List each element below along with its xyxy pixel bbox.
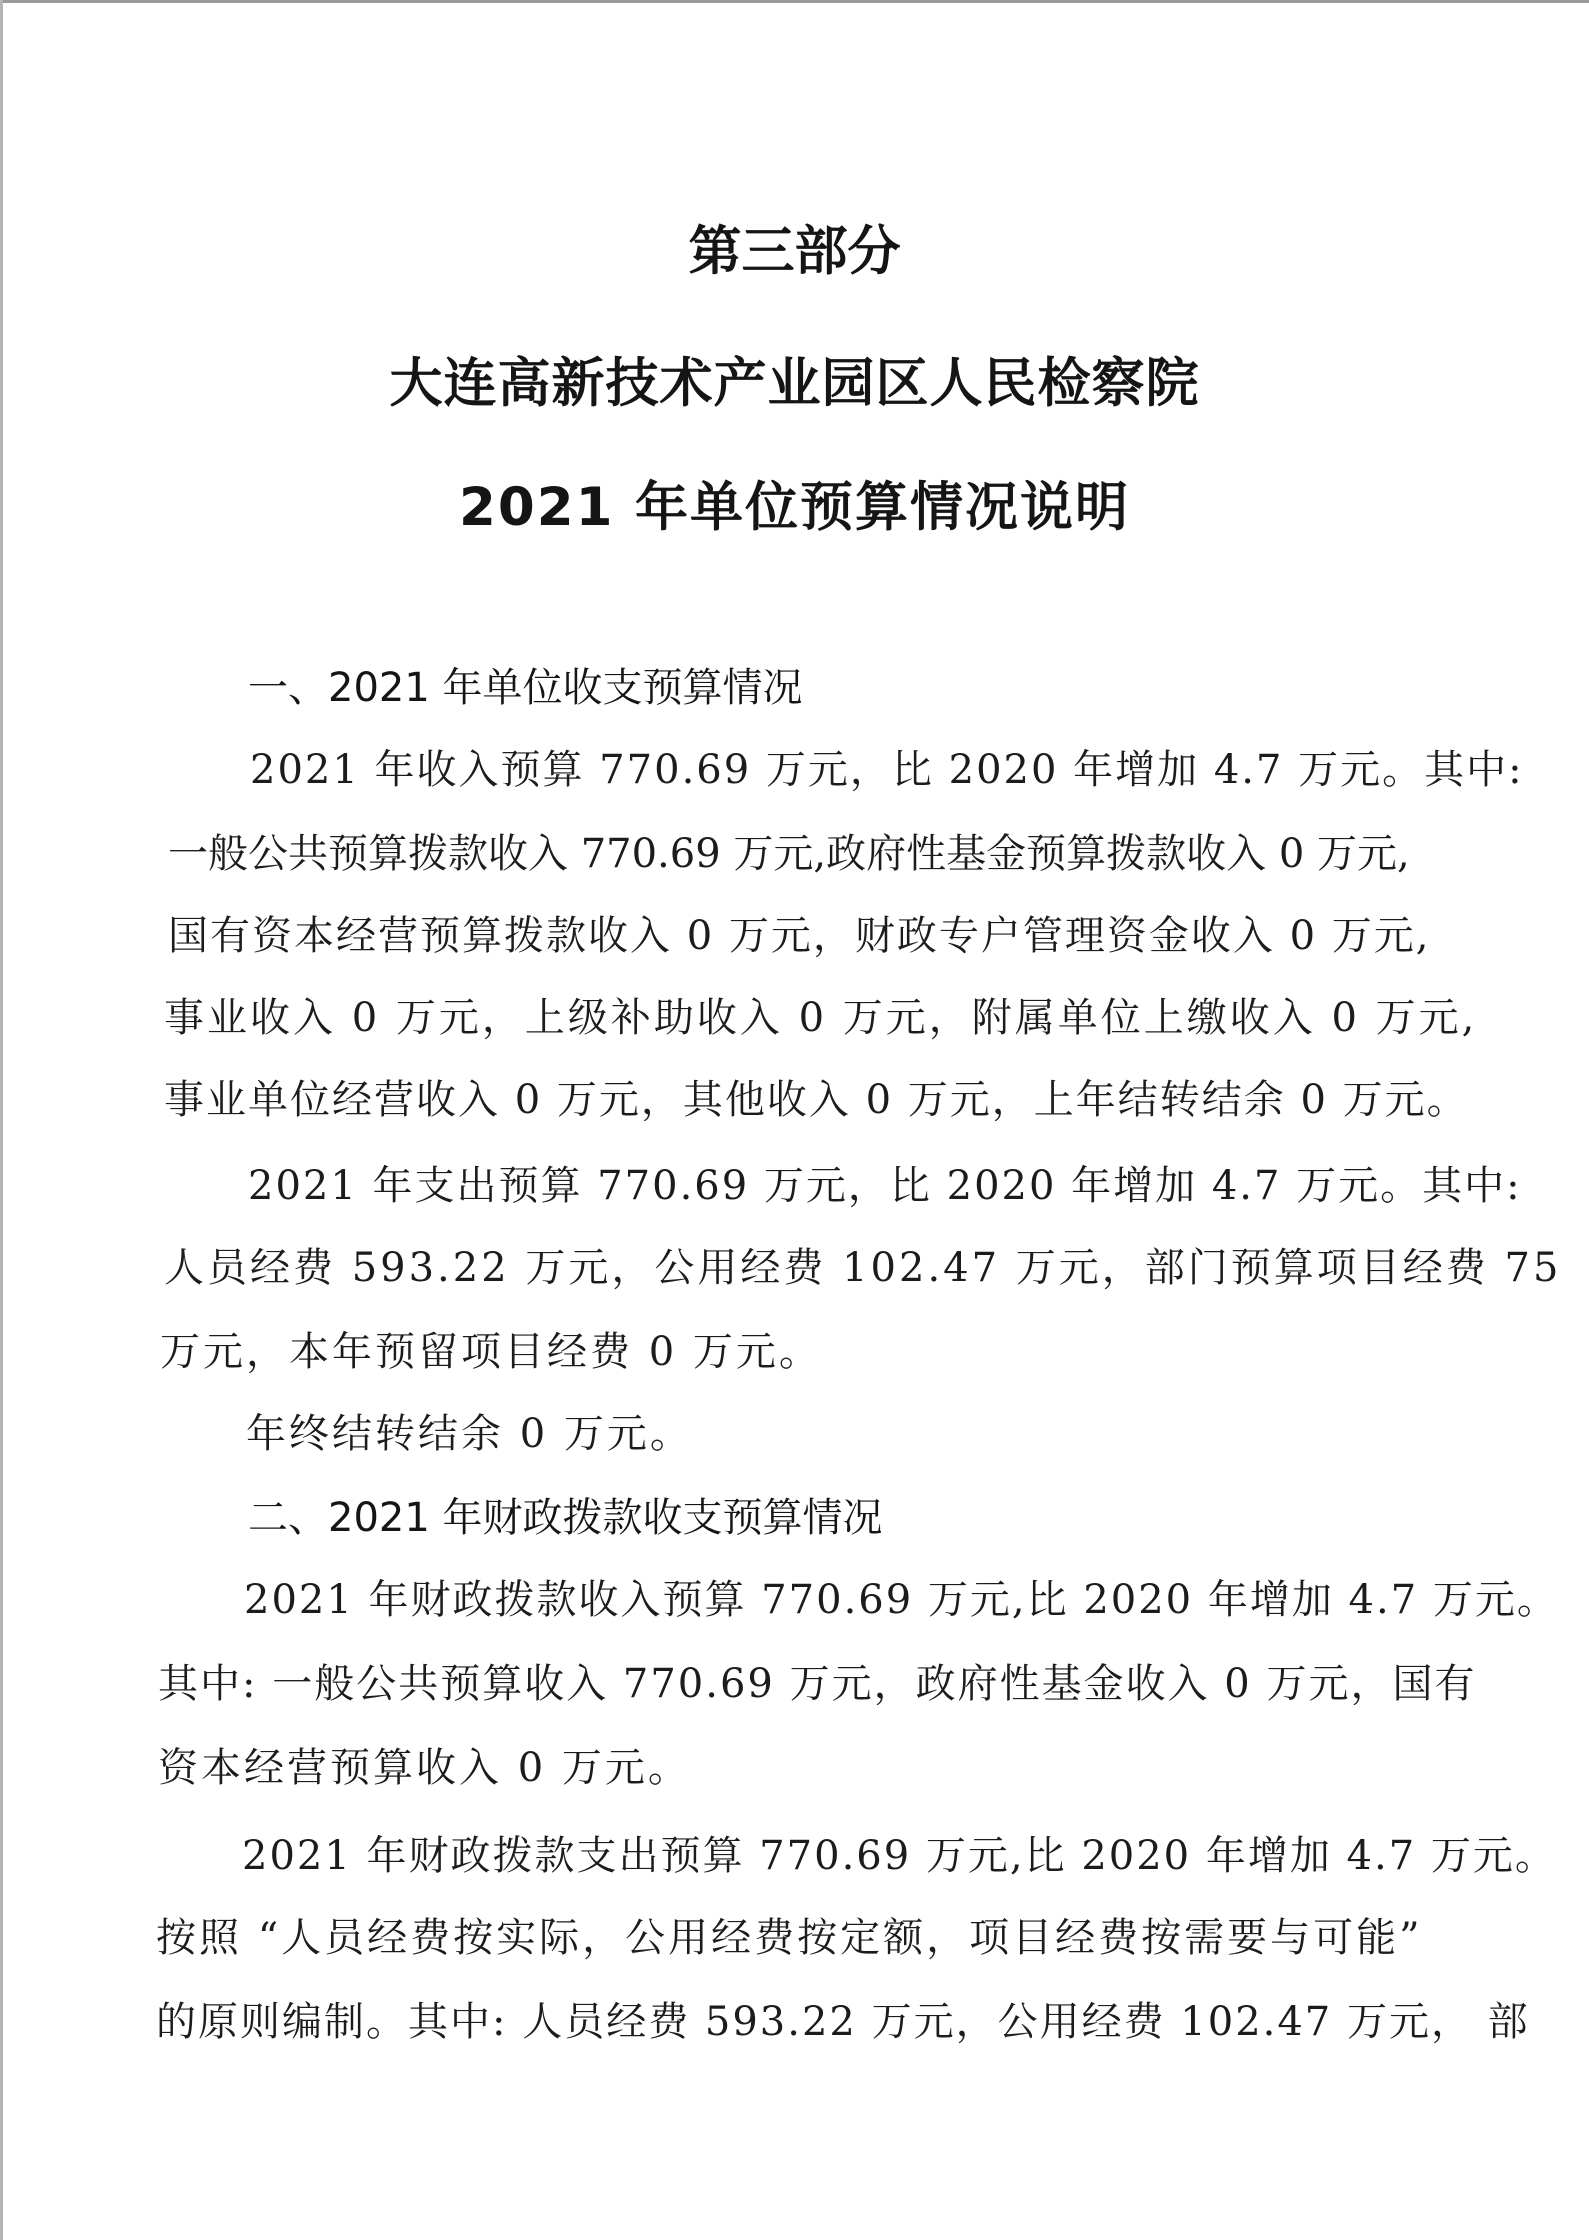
paragraph-line: 事业单位经营收入 0 万元，其他收入 0 万元，上年结转结余 0 万元。 bbox=[164, 1077, 1469, 1123]
section-heading-1: 一、2021 年单位收支预算情况 bbox=[248, 665, 803, 711]
scan-edge-top bbox=[0, 0, 1589, 3]
paragraph-line: 人员经费 593.22 万元，公用经费 102.47 万元，部门预算项目经费 75 bbox=[164, 1245, 1562, 1291]
paragraph-line: 2021 年财政拨款收入预算 770.69 万元,比 2020 年增加 4.7 万元。 bbox=[244, 1577, 1559, 1623]
paragraph-line: 2021 年收入预算 770.69 万元，比 2020 年增加 4.7 万元。其中: bbox=[250, 747, 1524, 793]
organization-title: 大连高新技术产业园区人民检察院 bbox=[389, 353, 1200, 414]
scan-edge-left bbox=[0, 0, 3, 2240]
paragraph-line: 年终结转结余 0 万元。 bbox=[246, 1411, 693, 1457]
section-heading-2: 二、2021 年财政拨款收支预算情况 bbox=[248, 1495, 883, 1541]
paragraph-line: 2021 年财政拨款支出预算 770.69 万元,比 2020 年增加 4.7 万元。 bbox=[242, 1833, 1557, 1879]
paragraph-line: 的原则编制。其中: 人员经费 593.22 万元，公用经费 102.47 万元， 部 bbox=[156, 1999, 1530, 2045]
paragraph-line: 资本经营预算收入 0 万元。 bbox=[158, 1745, 691, 1791]
paragraph-line: 万元，本年预留项目经费 0 万元。 bbox=[160, 1329, 822, 1375]
paragraph-line: 国有资本经营预算拨款收入 0 万元，财政专户管理资金收入 0 万元, bbox=[168, 913, 1431, 959]
paragraph-line: 一般公共预算拨款收入 770.69 万元,政府性基金预算拨款收入 0 万元, bbox=[168, 831, 1410, 877]
report-title: 2021 年单位预算情况说明 bbox=[459, 477, 1130, 538]
paragraph-line: 按照 “人员经费按实际，公用经费按定额，项目经费按需要与可能” bbox=[156, 1915, 1423, 1961]
paragraph-line: 其中: 一般公共预算收入 770.69 万元，政府性基金收入 0 万元，国有 bbox=[158, 1661, 1477, 1707]
part-title: 第三部分 bbox=[688, 221, 901, 282]
paragraph-line: 事业收入 0 万元，上级补助收入 0 万元，附属单位上缴收入 0 万元, bbox=[164, 995, 1478, 1041]
paragraph-line: 2021 年支出预算 770.69 万元，比 2020 年增加 4.7 万元。其中: bbox=[248, 1163, 1522, 1209]
